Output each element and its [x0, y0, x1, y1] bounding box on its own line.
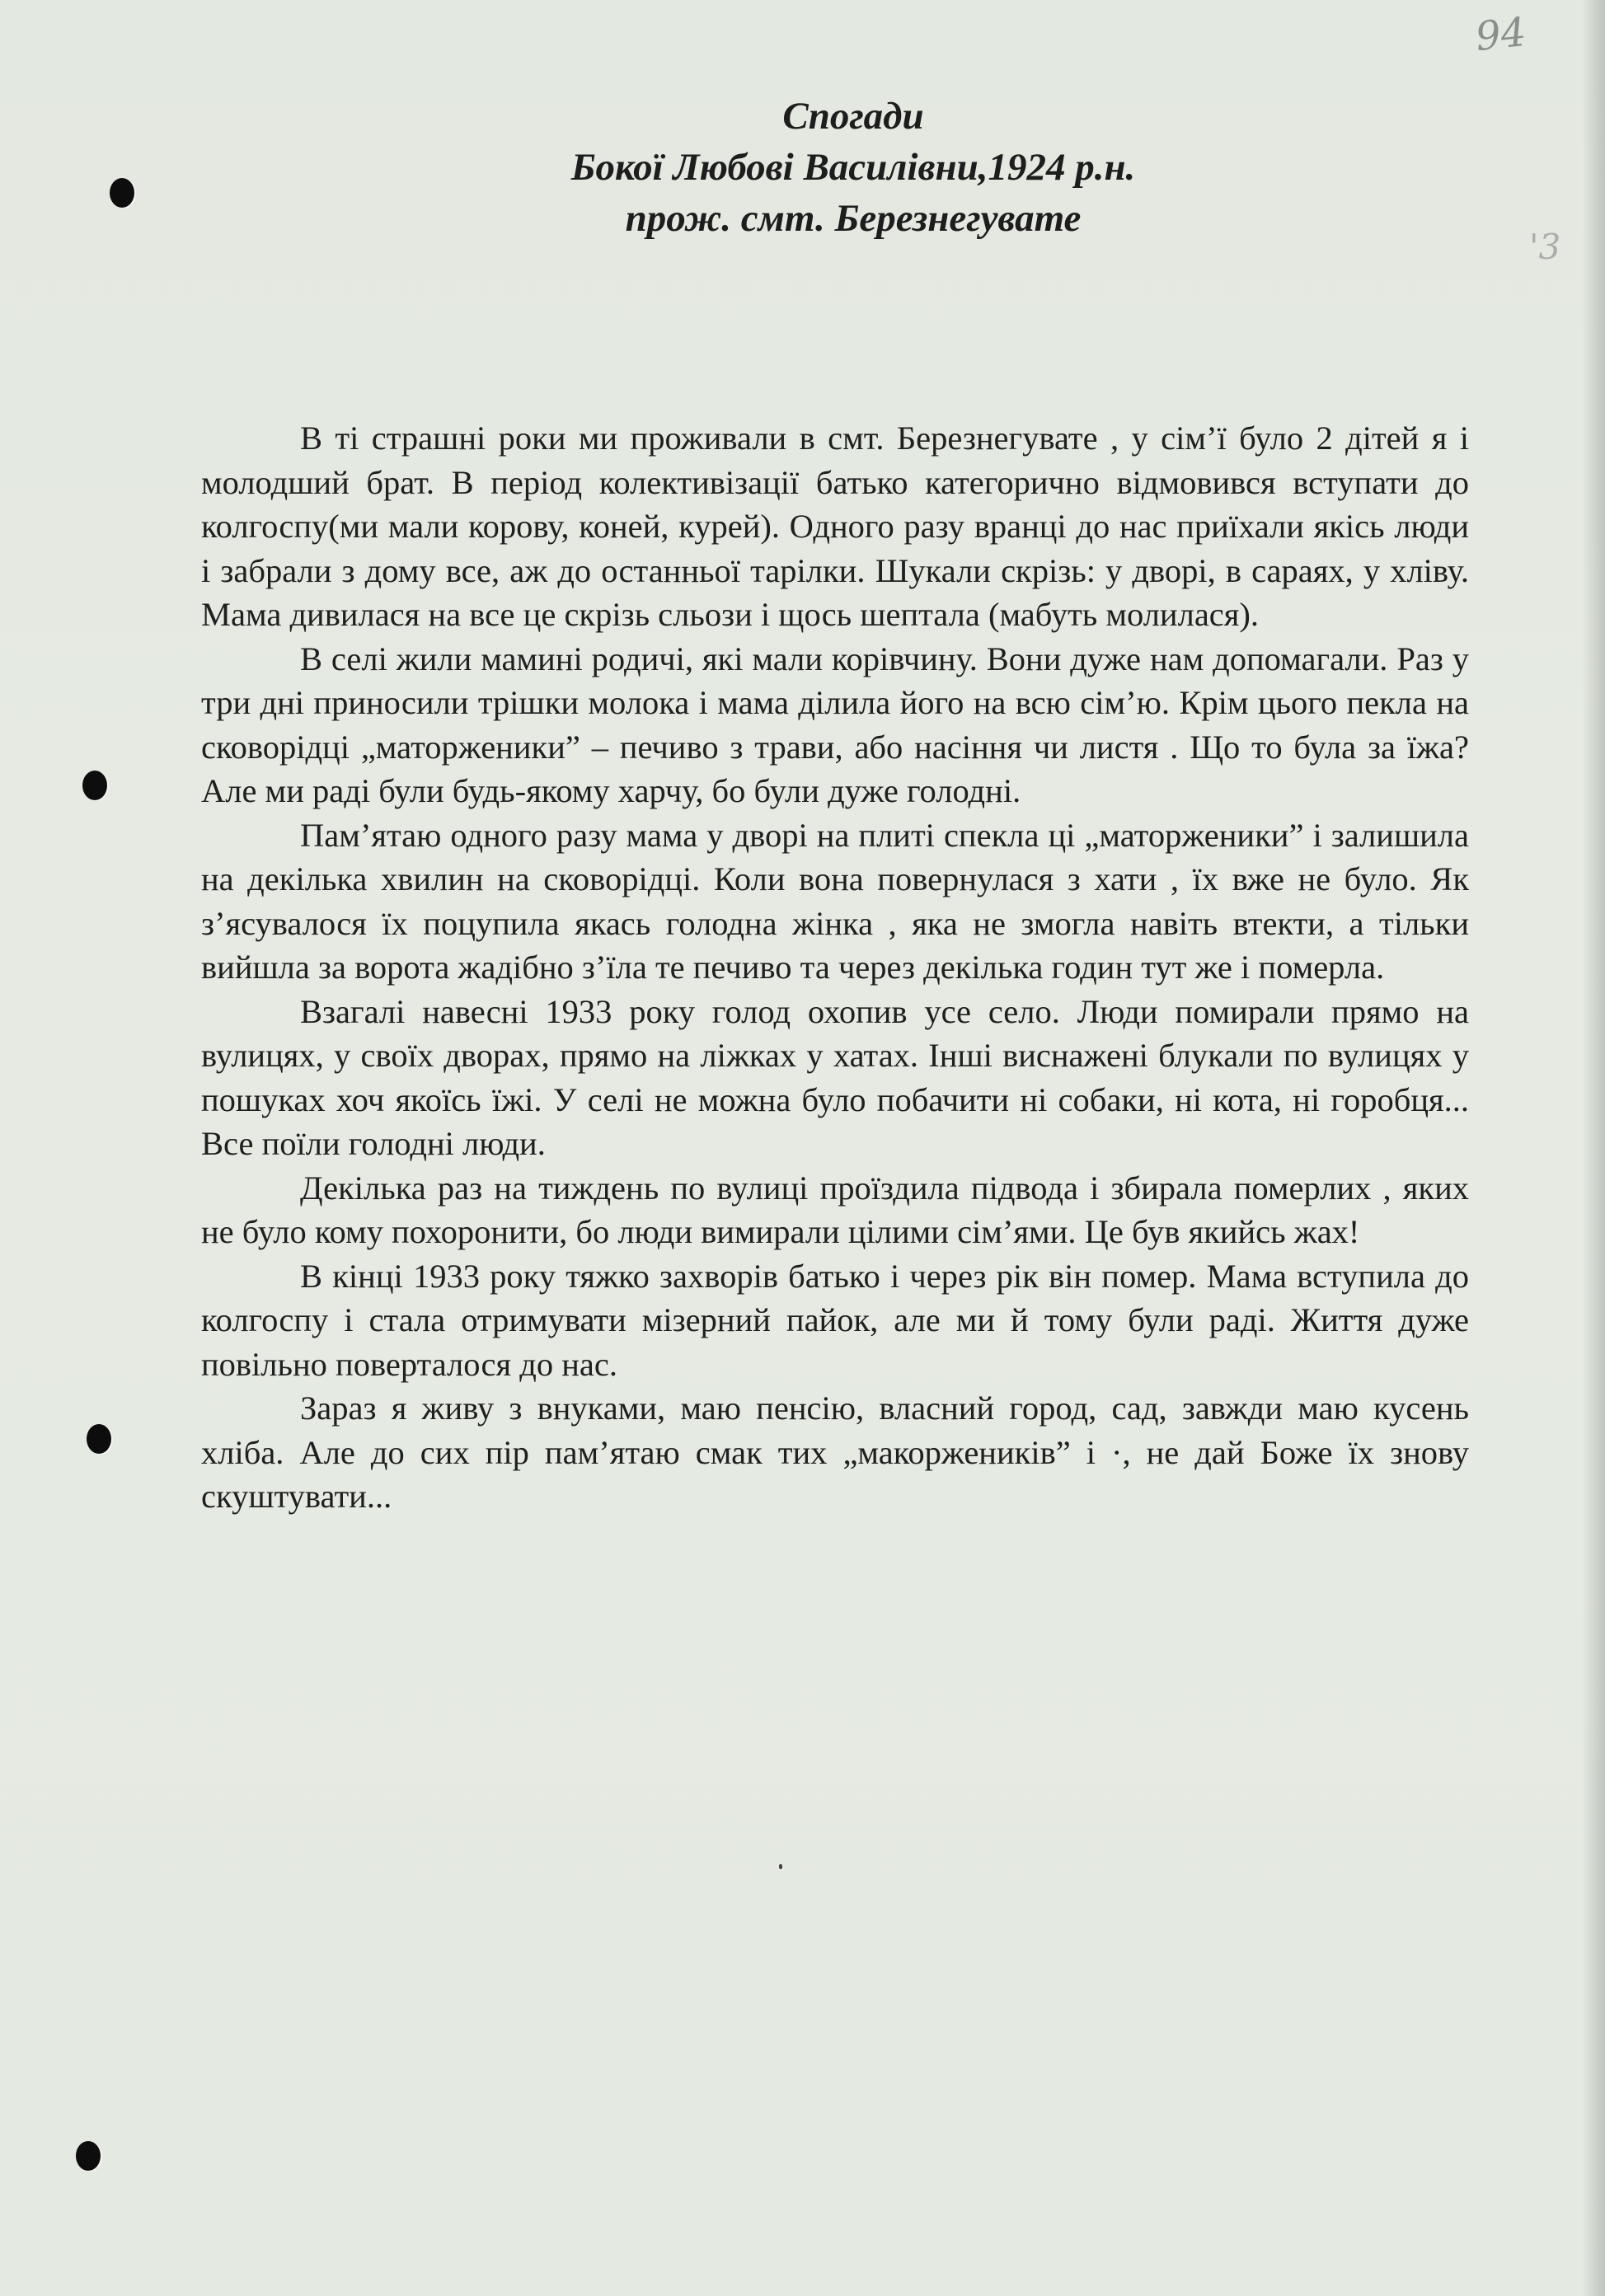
- heading-author: Бокої Любові Василівни,1924 р.н.: [570, 146, 1136, 189]
- archive-mark: '3: [1529, 227, 1561, 267]
- paragraph: Зараз я живу з внуками, маю пенсію, власний город, сад, завжди маю кусень хліба. Але до сих пір пам’ятаю смак тих „макорженикiв” і ·, не дай Боже їх знову скуштувати...: [201, 1389, 1469, 1515]
- paragraph: В кінці 1933 року тяжко захворів батько і через рік він помер. Мама вступила до колгоспу і стала отримувати мізерний пайок, але ми й тому були раді. Життя дуже повільно поверталося до нас.: [201, 1257, 1469, 1383]
- paper-speck: [779, 1864, 782, 1869]
- page-edge-shadow: [1582, 0, 1605, 2296]
- punch-hole: [76, 2141, 101, 2171]
- paragraph: Взагалі навесні 1933 року голод охопив усе село. Люди помирали прямо на вулицях, у своїх дворах, прямо на ліжках у хатах. Інші виснажені блукали по вулицях у пошуках хоч якоїсь їжі. У селі не можна було побачити ні собаки, ні кота, ні горобця... Все поїли голодні люди.: [201, 992, 1469, 1162]
- punch-hole: [87, 1424, 111, 1454]
- paragraph: Декілька раз на тиждень по вулиці проїздила підвода і збирала померлих , яких не було кому похоронити, бо люди вимирали цілими сім’ями. Це був якийсь жах!: [201, 1169, 1469, 1250]
- paragraph: Пам’ятаю одного разу мама у дворі на плиті спекла ці „маторженики” і залишила на декілька хвилин на сковорідці. Коли вона повернулася з хати , їх вже не було. Як з’ясувалося їх поцупила якась голодна жінка , яка не змогла навіть втекти, а тільки вийшла за ворота жадібно з’їла те печиво та через декілька годин тут же і померла.: [201, 816, 1469, 986]
- heading-title: Спогади: [782, 95, 924, 138]
- document-heading: [0, 91, 1605, 244]
- heading-residence: прож. смт. Березнегувате: [625, 197, 1082, 240]
- memoir-body: [201, 416, 1469, 1519]
- punch-hole: [82, 771, 107, 800]
- paragraph: В селі жили мамині родичі, які мали корівчину. Вони дуже нам допомагали. Раз у три дні приносили трішки молока і мама ділила його на всю сім’ю. Крім цього пекла на сковорідці „маторженики” – печиво з трави, або насіння чи листя . Що то була за їжа? Але ми раді були будь-якому харчу, бо були дуже голодні.: [201, 640, 1469, 809]
- paragraph: В ті страшні роки ми проживали в смт. Березнегувате , у сім’ї було 2 дітей я і молодший брат. В період колективізації батько категорично відмовився вступати до колгоспу(ми мали корову, коней, курей). Одного разу вранці до нас приїхали якісь люди і забрали з дому все, аж до останньої тарілки. Шукали скрізь: у дворі, в сараях, у хліву. Мама дивилася на все це скрізь сльози і щось шептала (мабуть молилася).: [201, 419, 1469, 633]
- archive-page-number: 94: [1473, 8, 1528, 61]
